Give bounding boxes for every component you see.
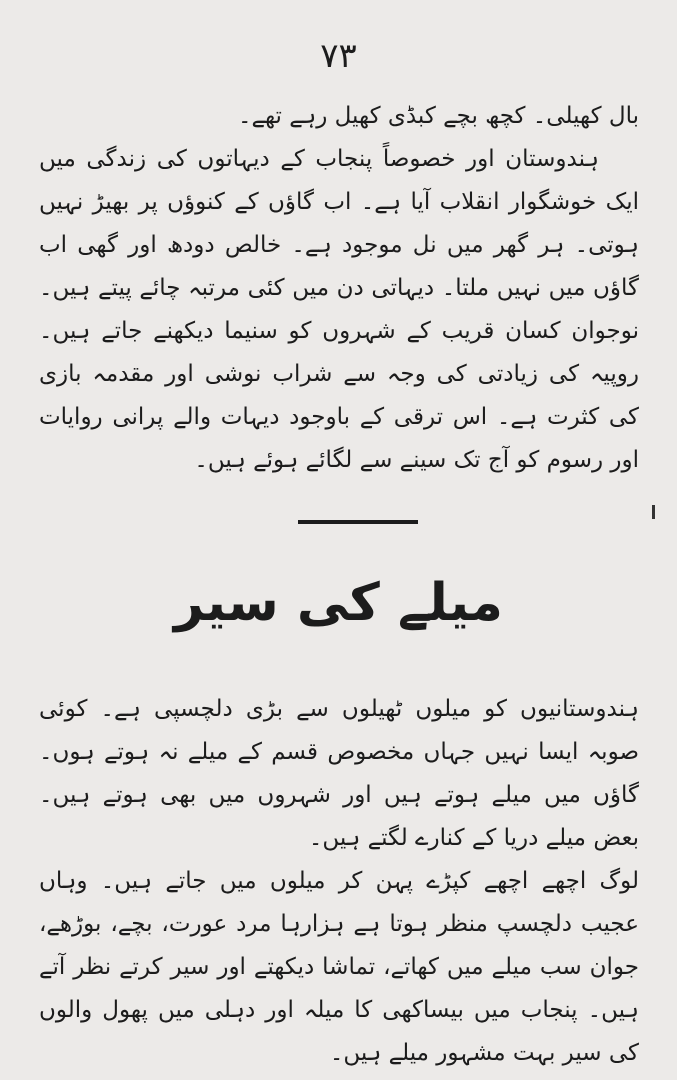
- section-heading: میلے کی سیر: [174, 573, 503, 633]
- section-divider: [298, 520, 418, 524]
- paragraph: ہندوستانیوں کو میلوں ٹھیلوں سے بڑی دلچسپی ہے۔ کوئی صوبہ ایسا نہیں جہاں مخصوص قسم کے میلے نہ ہوتے ہوں۔ گاؤں میں میلے ہوتے ہیں اور شہروں میں بھی ہوتے ہیں۔ بعض میلے دریا کے کنارے لگتے ہیں۔: [39, 696, 639, 851]
- section-fairs: [39, 688, 639, 1075]
- section-village-life: [39, 95, 639, 482]
- margin-mark: [652, 505, 655, 519]
- paragraph: لوگ اچھے اچھے کپڑے پہن کر میلوں میں جاتے ہیں۔ وہاں عجیب دلچسپ منظر ہوتا ہے ہزارہا مرد عورت، بچے، بوڑھے، جوان سب میلے میں کھاتے، تماشا دیکھتے اور سیر کرتے نظر آتے ہیں۔ پنجاب میں بیساکھی کا میلہ اور دہلی میں پھول والوں کی سیر بہت مشہور میلے ہیں۔: [39, 868, 639, 1066]
- page-number: ۷۳: [320, 36, 357, 76]
- paragraph: بال کھیلی۔ کچھ بچے کبڈی کھیل رہے تھے۔: [238, 103, 639, 129]
- paragraph: ہندوستان اور خصوصاً پنجاب کے دیہاتوں کی زندگی میں ایک خوشگوار انقلاب آیا ہے۔ اب گاؤں کے کنوؤں پر بھیڑ نہیں ہوتی۔ ہر گھر میں نل موجود ہے۔ خالص دودھ اور گھی اب گاؤں میں نہیں ملتا۔ دیہاتی دن میں کئی مرتبہ چائے پیتے ہیں۔ نوجوان کسان قریب کے شہروں کو سنیما دیکھنے جاتے ہیں۔ روپیہ کی زیادتی کی وجہ سے شراب نوشی اور مقدمہ بازی کی کثرت ہے۔ اس ترقی کے باوجود دیہات والے پرانی روایات اور رسوم کو آج تک سینے سے لگائے ہوئے ہیں۔: [39, 146, 639, 473]
